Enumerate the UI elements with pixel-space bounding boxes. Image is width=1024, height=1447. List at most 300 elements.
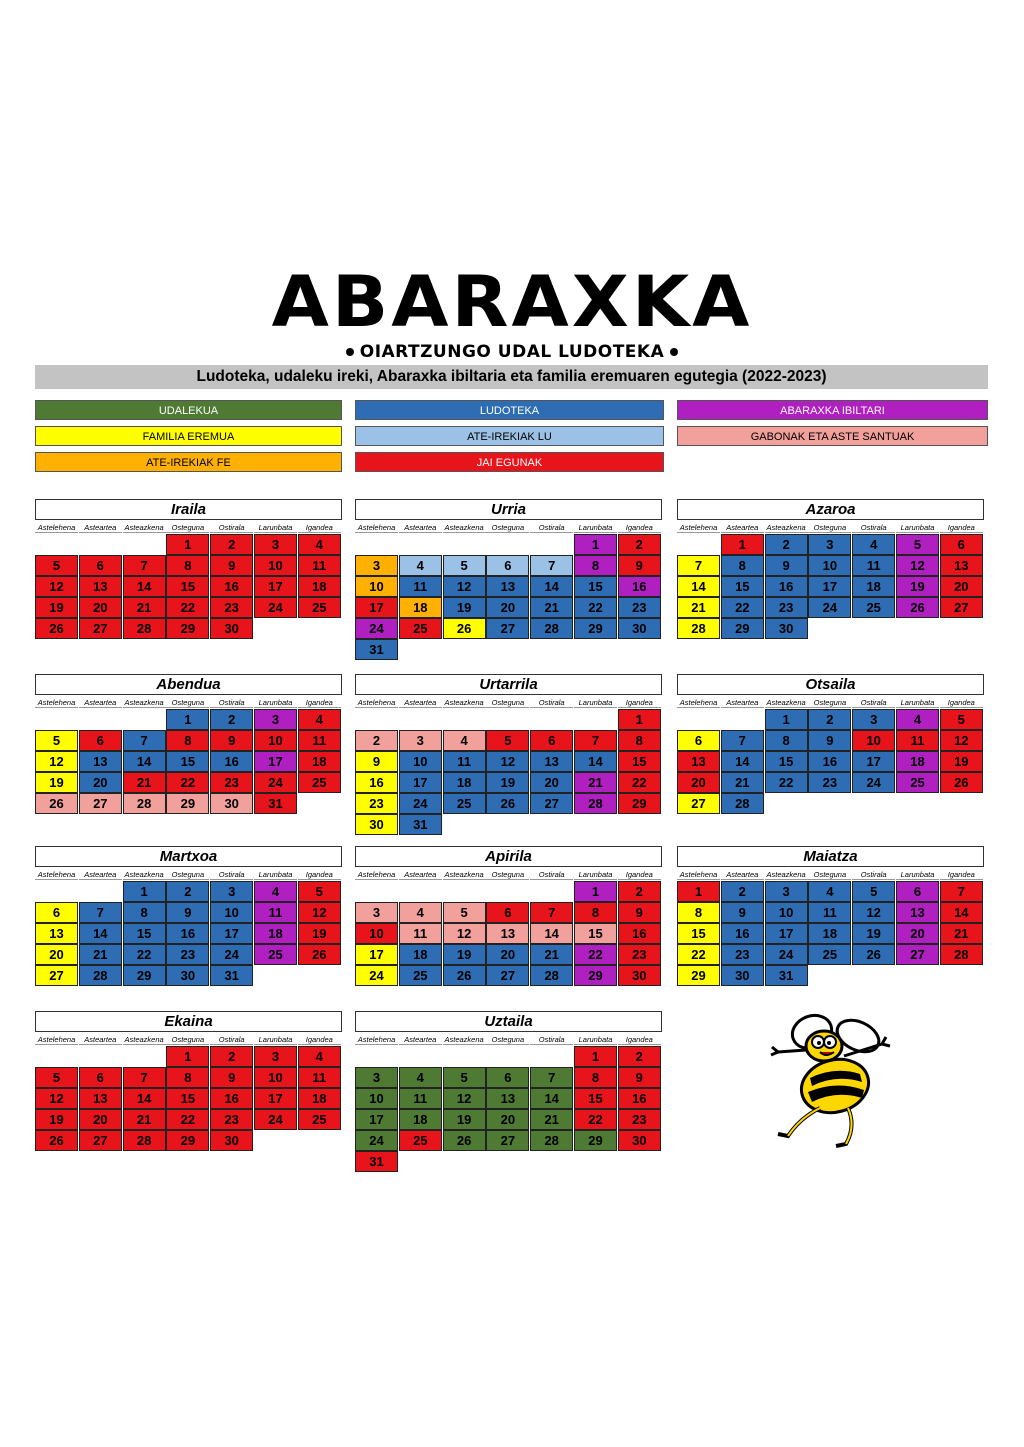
day-cell: 16 [166,923,209,944]
day-cell: 15 [166,576,209,597]
day-cell: 8 [574,1067,617,1088]
day-cell: 12 [940,730,983,751]
day-cell: 24 [210,944,253,965]
day-cell: 18 [896,751,939,772]
day-cell: 11 [399,923,442,944]
day-cell: 10 [355,1088,398,1109]
day-cell: 5 [35,555,78,576]
day-cell: 15 [166,751,209,772]
weekday-label: Osteguna [808,523,851,533]
day-cell: 23 [210,597,253,618]
day-cell: 29 [574,965,617,986]
day-cell: 2 [210,709,253,730]
day-cell: 18 [808,923,851,944]
day-cell: 26 [443,1130,486,1151]
weekday-label: Larunbata [896,523,939,533]
day-cell: 8 [721,555,764,576]
day-cell: 17 [254,751,297,772]
day-cell: 22 [166,1109,209,1130]
day-cell: 18 [298,751,341,772]
weekday-label: Asteartea [721,523,764,533]
day-cell: 9 [210,1067,253,1088]
day-cell: 24 [852,772,895,793]
day-cell: 30 [721,965,764,986]
day-cell: 20 [486,1109,529,1130]
day-cell: 15 [721,576,764,597]
day-cell: 27 [530,793,573,814]
day-cell: 6 [79,555,122,576]
day-cell: 30 [765,618,808,639]
day-cell: 5 [443,555,486,576]
day-cell: 2 [618,534,661,555]
weekday-label: Igandea [940,698,983,708]
day-cell: 8 [166,555,209,576]
day-cell: 3 [355,1067,398,1088]
day-cell: 23 [355,793,398,814]
weekday-label: Asteazkena [444,523,484,532]
day-cell: 16 [618,923,661,944]
day-cell: 17 [399,772,442,793]
weekday-label: Asteazkena [124,523,164,532]
day-cell: 9 [765,555,808,576]
weekday-label: Igandea [618,523,661,533]
day-cell: 2 [808,709,851,730]
day-cell: 10 [808,555,851,576]
legend-item: JAI EGUNAK [355,452,664,472]
day-cell: 20 [79,597,122,618]
day-cell: 16 [721,923,764,944]
day-cell: 11 [298,1067,341,1088]
day-cell: 19 [486,772,529,793]
day-cell: 22 [677,944,720,965]
day-cell: 18 [852,576,895,597]
day-cell: 11 [852,555,895,576]
day-cell: 8 [677,902,720,923]
day-cell: 14 [574,751,617,772]
day-cell: 21 [79,944,122,965]
day-cell: 9 [618,1067,661,1088]
day-cell: 8 [574,555,617,576]
day-cell: 17 [254,576,297,597]
day-cell: 30 [210,793,253,814]
day-cell: 14 [123,1088,166,1109]
legend-item: GABONAK ETA ASTE SANTUAK [677,426,988,446]
weekday-label: Ostirala [210,523,253,533]
day-cell: 24 [808,597,851,618]
day-cell: 28 [940,944,983,965]
day-cell: 4 [399,902,442,923]
day-cell: 26 [35,618,78,639]
month-title: Apirila [355,846,662,867]
day-cell: 5 [443,1067,486,1088]
day-cell: 20 [530,772,573,793]
day-cell: 4 [443,730,486,751]
weekday-label: Larunbata [896,870,939,880]
day-cell: 30 [210,1130,253,1151]
day-cell: 26 [443,618,486,639]
weekday-label: Osteguna [486,698,529,708]
day-cell: 28 [123,1130,166,1151]
day-cell: 25 [443,793,486,814]
day-cell: 29 [166,618,209,639]
day-cell: 3 [852,709,895,730]
day-cell: 8 [166,1067,209,1088]
day-cell: 6 [79,1067,122,1088]
day-cell: 24 [254,1109,297,1130]
day-cell: 16 [355,772,398,793]
day-cell: 27 [940,597,983,618]
day-cell: 4 [808,881,851,902]
day-cell: 7 [123,1067,166,1088]
day-cell: 17 [210,923,253,944]
weekday-label: Igandea [298,1035,341,1045]
day-cell: 9 [210,555,253,576]
day-cell: 2 [355,730,398,751]
weekday-label: Ostirala [852,523,895,533]
day-cell: 19 [940,751,983,772]
day-cell: 8 [618,730,661,751]
app-logo-title: ABARAXKA [271,261,753,343]
weekday-label: Asteartea [721,698,764,708]
day-cell: 20 [79,772,122,793]
weekday-label: Ostirala [530,698,573,708]
day-cell: 22 [123,944,166,965]
day-cell: 5 [298,881,341,902]
day-cell: 20 [677,772,720,793]
day-cell: 5 [443,902,486,923]
weekday-label: Ostirala [530,523,573,533]
day-cell: 13 [530,751,573,772]
day-cell: 2 [210,1046,253,1067]
day-cell: 12 [35,1088,78,1109]
day-cell: 18 [254,923,297,944]
day-cell: 29 [677,965,720,986]
day-cell: 28 [530,965,573,986]
weekday-label: Asteazkena [444,870,484,879]
day-cell: 3 [254,709,297,730]
day-cell: 26 [486,793,529,814]
day-cell: 4 [852,534,895,555]
day-cell: 28 [79,965,122,986]
day-cell: 19 [443,944,486,965]
day-cell: 15 [677,923,720,944]
weekday-label: Asteartea [79,1035,122,1045]
day-cell: 14 [530,576,573,597]
day-cell: 1 [677,881,720,902]
day-cell: 29 [166,793,209,814]
day-cell: 19 [35,597,78,618]
day-cell: 17 [355,944,398,965]
weekday-label: Astelehena [677,523,720,533]
day-cell: 21 [530,1109,573,1130]
day-cell: 13 [35,923,78,944]
day-cell: 9 [618,555,661,576]
day-cell: 26 [896,597,939,618]
day-cell: 7 [123,555,166,576]
weekday-label: Igandea [298,870,341,880]
weekday-label: Larunbata [574,1035,617,1045]
day-cell: 27 [79,1130,122,1151]
day-cell: 10 [765,902,808,923]
day-cell: 31 [765,965,808,986]
day-cell: 12 [35,576,78,597]
weekday-label: Larunbata [574,698,617,708]
day-cell: 1 [123,881,166,902]
day-cell: 22 [721,597,764,618]
day-cell: 19 [852,923,895,944]
weekday-label: Igandea [298,698,341,708]
day-cell: 27 [896,944,939,965]
day-cell: 15 [166,1088,209,1109]
weekday-label: Astelehena [35,870,78,880]
day-cell: 14 [721,751,764,772]
month-title: Azaroa [677,499,984,520]
day-cell: 29 [123,965,166,986]
day-cell: 20 [486,944,529,965]
day-cell: 30 [618,1130,661,1151]
day-cell: 16 [210,1088,253,1109]
day-cell: 5 [486,730,529,751]
day-cell: 16 [210,751,253,772]
weekday-label: Osteguna [486,523,529,533]
weekday-label: Asteartea [399,870,442,880]
day-cell: 27 [677,793,720,814]
day-cell: 24 [254,772,297,793]
day-cell: 23 [721,944,764,965]
day-cell: 29 [618,793,661,814]
day-cell: 3 [355,902,398,923]
day-cell: 1 [765,709,808,730]
weekday-label: Osteguna [808,870,851,880]
legend-item: ABARAXKA IBILTARI [677,400,988,420]
day-cell: 8 [123,902,166,923]
day-cell: 13 [486,923,529,944]
day-cell: 2 [210,534,253,555]
day-cell: 24 [355,618,398,639]
weekday-label: Astelehena [35,523,78,533]
day-cell: 25 [298,1109,341,1130]
day-cell: 21 [530,597,573,618]
bee-mascot-icon [760,1008,905,1158]
weekday-label: Astelehena [677,698,720,708]
day-cell: 21 [530,944,573,965]
day-cell: 6 [486,555,529,576]
weekday-label: Astelehena [355,523,398,533]
day-cell: 9 [355,751,398,772]
legend-item: LUDOTEKA [355,400,664,420]
weekday-label: Asteartea [79,523,122,533]
day-cell: 19 [443,1109,486,1130]
day-cell: 11 [808,902,851,923]
day-cell: 21 [123,597,166,618]
day-cell: 21 [677,597,720,618]
day-cell: 21 [940,923,983,944]
day-cell: 30 [355,814,398,835]
day-cell: 28 [574,793,617,814]
day-cell: 31 [210,965,253,986]
day-cell: 14 [123,751,166,772]
day-cell: 3 [254,1046,297,1067]
day-cell: 23 [765,597,808,618]
day-cell: 28 [123,618,166,639]
day-cell: 13 [79,576,122,597]
day-cell: 11 [298,555,341,576]
day-cell: 26 [298,944,341,965]
day-cell: 18 [443,772,486,793]
day-cell: 23 [808,772,851,793]
weekday-label: Asteazkena [444,698,484,707]
day-cell: 22 [765,772,808,793]
weekday-label: Osteguna [486,1035,529,1045]
day-cell: 4 [298,534,341,555]
month-title: Ekaina [35,1011,342,1032]
day-cell: 4 [298,1046,341,1067]
day-cell: 14 [530,1088,573,1109]
day-cell: 3 [808,534,851,555]
day-cell: 25 [896,772,939,793]
day-cell: 12 [443,1088,486,1109]
weekday-label: Larunbata [254,1035,297,1045]
day-cell: 5 [852,881,895,902]
day-cell: 23 [618,597,661,618]
day-cell: 1 [574,881,617,902]
weekday-label: Asteazkena [124,1035,164,1044]
day-cell: 26 [852,944,895,965]
day-cell: 1 [166,1046,209,1067]
month-title: Otsaila [677,674,984,695]
weekday-label: Osteguna [166,1035,209,1045]
day-cell: 16 [210,576,253,597]
weekday-label: Igandea [618,870,661,880]
day-cell: 25 [399,618,442,639]
weekday-label: Asteartea [399,1035,442,1045]
weekday-label: Asteazkena [766,523,806,532]
day-cell: 25 [298,597,341,618]
weekday-label: Asteazkena [766,698,806,707]
day-cell: 22 [618,772,661,793]
day-cell: 16 [765,576,808,597]
day-cell: 7 [530,902,573,923]
day-cell: 4 [399,555,442,576]
weekday-label: Osteguna [166,523,209,533]
day-cell: 14 [677,576,720,597]
day-cell: 22 [574,597,617,618]
month-title: Maiatza [677,846,984,867]
day-cell: 29 [574,618,617,639]
day-cell: 5 [940,709,983,730]
day-cell: 15 [574,1088,617,1109]
weekday-label: Astelehena [355,698,398,708]
day-cell: 22 [166,597,209,618]
month-title: Urria [355,499,662,520]
month-title: Urtarrila [355,674,662,695]
weekday-label: Igandea [940,870,983,880]
day-cell: 29 [574,1130,617,1151]
weekday-label: Ostirala [852,698,895,708]
day-cell: 30 [618,965,661,986]
day-cell: 3 [765,881,808,902]
day-cell: 14 [123,576,166,597]
day-cell: 5 [35,1067,78,1088]
day-cell: 12 [486,751,529,772]
day-cell: 8 [574,902,617,923]
day-cell: 16 [618,576,661,597]
day-cell: 6 [79,730,122,751]
day-cell: 12 [443,576,486,597]
day-cell: 23 [210,1109,253,1130]
day-cell: 15 [574,923,617,944]
day-cell: 24 [254,597,297,618]
day-cell: 26 [35,1130,78,1151]
weekday-label: Larunbata [574,870,617,880]
weekday-label: Larunbata [896,698,939,708]
weekday-label: Asteartea [399,698,442,708]
day-cell: 2 [618,1046,661,1067]
weekday-label: Osteguna [166,870,209,880]
day-cell: 1 [166,534,209,555]
day-cell: 19 [298,923,341,944]
day-cell: 31 [355,1151,398,1172]
day-cell: 4 [896,709,939,730]
weekday-label: Asteazkena [124,698,164,707]
bullet-icon [670,348,678,356]
weekday-label: Astelehena [355,870,398,880]
day-cell: 11 [399,1088,442,1109]
day-cell: 9 [618,902,661,923]
day-cell: 31 [254,793,297,814]
day-cell: 5 [896,534,939,555]
day-cell: 12 [896,555,939,576]
day-cell: 22 [574,1109,617,1130]
day-cell: 10 [254,1067,297,1088]
day-cell: 20 [486,597,529,618]
weekday-label: Osteguna [808,698,851,708]
day-cell: 19 [35,772,78,793]
day-cell: 13 [79,1088,122,1109]
day-cell: 4 [254,881,297,902]
day-cell: 6 [35,902,78,923]
day-cell: 25 [808,944,851,965]
weekday-label: Igandea [618,698,661,708]
day-cell: 18 [298,576,341,597]
legend-item: ATE-IREKIAK LU [355,426,664,446]
day-cell: 6 [486,902,529,923]
day-cell: 18 [399,1109,442,1130]
weekday-label: Asteazkena [766,870,806,879]
weekday-label: Asteazkena [124,870,164,879]
bullet-icon [346,348,354,356]
weekday-label: Igandea [940,523,983,533]
day-cell: 21 [721,772,764,793]
day-cell: 12 [852,902,895,923]
day-cell: 1 [166,709,209,730]
day-cell: 31 [399,814,442,835]
day-cell: 30 [210,618,253,639]
day-cell: 19 [443,597,486,618]
day-cell: 13 [486,1088,529,1109]
weekday-label: Ostirala [530,1035,573,1045]
day-cell: 6 [896,881,939,902]
month-title: Uztaila [355,1011,662,1032]
day-cell: 6 [486,1067,529,1088]
weekday-label: Larunbata [254,870,297,880]
day-cell: 24 [765,944,808,965]
legend-item: ATE-IREKIAK FE [35,452,342,472]
day-cell: 9 [721,902,764,923]
day-cell: 25 [399,965,442,986]
day-cell: 2 [166,881,209,902]
day-cell: 10 [355,576,398,597]
